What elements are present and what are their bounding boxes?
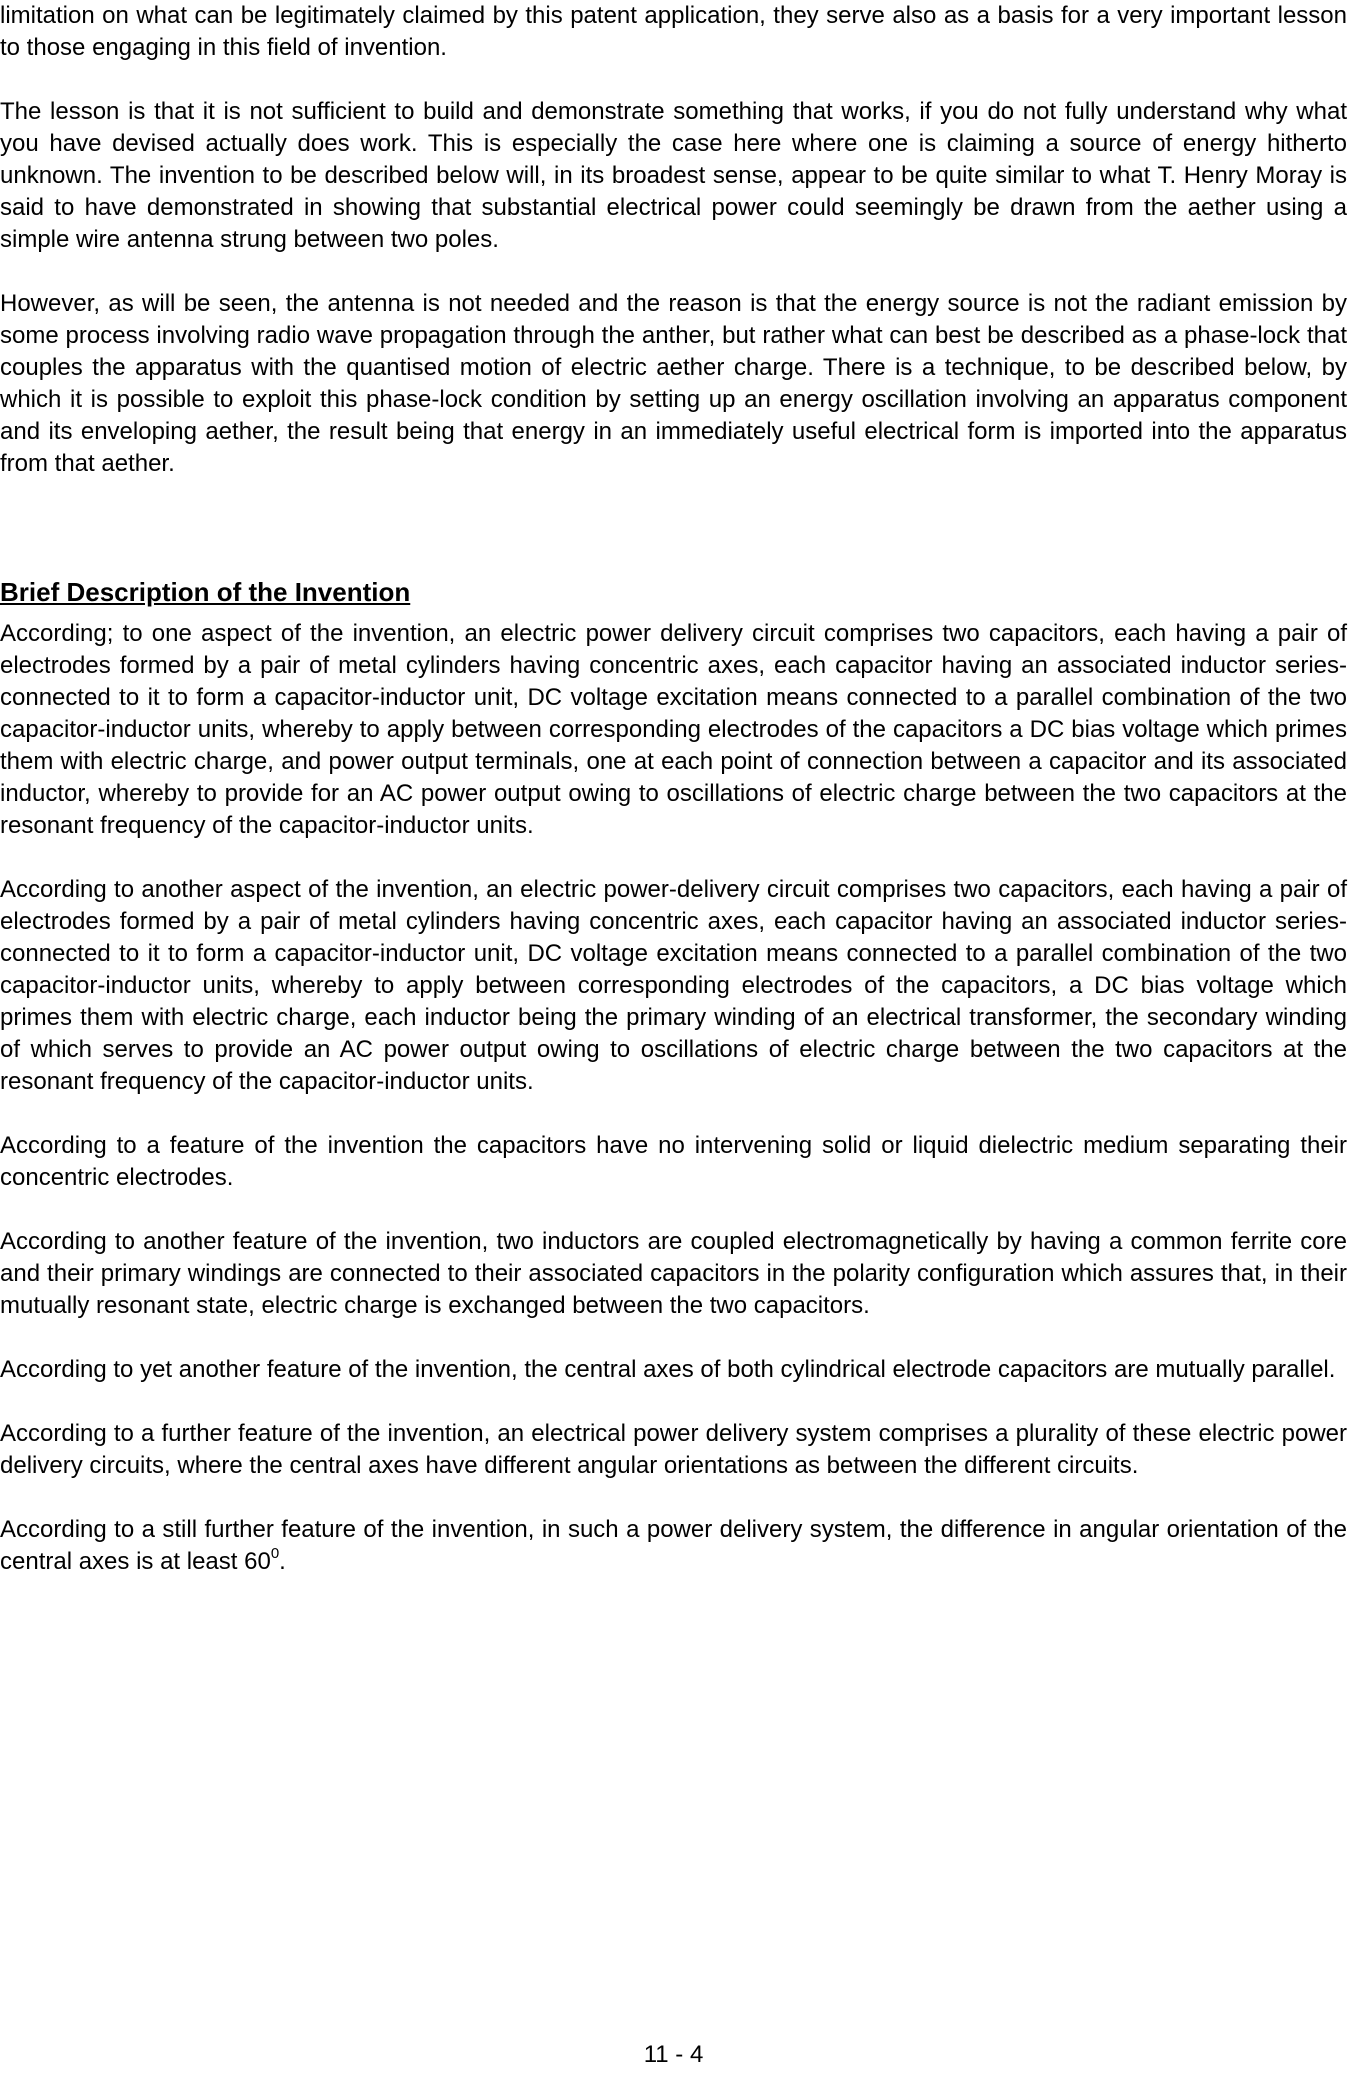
paragraph: According to another feature of the invention, two inductors are coupled electromagnetically by having a common ferrite core and their primary windings are connected to their associated capacitors in the polarity configuration which assures that, in their mutually resonant state, electric charge is exchanged between the two capacitors. [0,1228,1347,1319]
page-number: 11 - 4 [643,2041,704,2068]
paragraph: According; to one aspect of the invention, an electric power delivery circuit comprises two capacitors, each having a pair of electrodes formed by a pair of metal cylinders having concentric axes, each capacitor having an associated inductor series-connected to it to form a capacitor-inductor unit, DC voltage excitation means connected to a parallel combination of the two capacitor-inductor units, whereby to apply between corresponding electrodes of the capacitors a DC bias voltage which primes them with electric charge, and power output terminals, one at each point of connection between a capacitor and its associated inductor, whereby to provide for an AC power output owing to oscillations of electric charge between the two capacitors at the resonant frequency of the capacitor-inductor units. [0,620,1347,839]
paragraph-last-end: . [279,1548,286,1575]
paragraph: limitation on what can be legitimately claimed by this patent application, they serve also as a basis for a very important lesson to those engaging in this field of invention. [0,2,1347,61]
paragraph-gap [0,1098,1347,1130]
paragraph-last-text: According to a still further feature of the invention, in such a power delivery system, the difference in angular orientation of the central axes is at least 60 [0,1516,1347,1575]
paragraph: The lesson is that it is not sufficient to build and demonstrate something that works, if you do not fully understand why what you have devised actually does work. This is especially the case here where one is claiming a source of energy hitherto unknown. The invention to be described below will, in its broadest sense, appear to be quite similar to what T. Henry Moray is said to have demonstrated in showing that substantial electrical power could seemingly be drawn from the aether using a simple wire antenna strung between two poles. [0,98,1347,253]
paragraph: However, as will be seen, the antenna is not needed and the reason is that the energy source is not the radiant emission by some process involving radio wave propagation through the anther, but rather what can best be described as a phase-lock that couples the apparatus with the quantised motion of electric aether charge. There is a technique, to be described below, by which it is possible to exploit this phase-lock condition by setting up an energy oscillation involving an apparatus component and its enveloping aether, the result being that energy in an immediately useful electrical form is imported into the apparatus from that aether. [0,290,1347,477]
paragraph: According to yet another feature of the invention, the central axes of both cylindrical electrode capacitors are mutually parallel. [0,1356,1336,1383]
paragraph: According to another aspect of the invention, an electric power-delivery circuit comprises two capacitors, each having a pair of electrodes formed by a pair of metal cylinders having concentric axes, each capacitor having an associated inductor series-connected to it to form a capacitor-inductor unit, DC voltage excitation means connected to a parallel combination of the two capacitor-inductor units, whereby to apply between corresponding electrodes of the capacitors, a DC bias voltage which primes them with electric charge, each inductor being the primary winding of an electrical transformer, the secondary winding of which serves to provide an AC power output owing to oscillations of electric charge between the two capacitors at the resonant frequency of the capacitor-inductor units. [0,876,1347,1095]
paragraph: According to a further feature of the invention, an electrical power delivery system comprises a plurality of these electric power delivery circuits, where the central axes have different angular orientations as between the different circuits. [0,1420,1347,1479]
heading-gap [0,608,1347,618]
paragraph-gap [0,64,1347,96]
section-gap [0,480,1347,576]
section-heading: Brief Description of the Invention [0,577,411,607]
paragraph-gap [0,1322,1347,1354]
paragraph-gap [0,1482,1347,1514]
paragraph-last [0,1514,1347,1578]
paragraph: According to a feature of the invention the capacitors have no intervening solid or liquid dielectric medium separating their concentric electrodes. [0,1132,1347,1191]
degree-superscript: 0 [270,1545,280,1562]
paragraph-gap [0,842,1347,874]
paragraph-gap [0,256,1347,288]
paragraph-gap [0,1194,1347,1226]
paragraph-gap [0,1386,1347,1418]
